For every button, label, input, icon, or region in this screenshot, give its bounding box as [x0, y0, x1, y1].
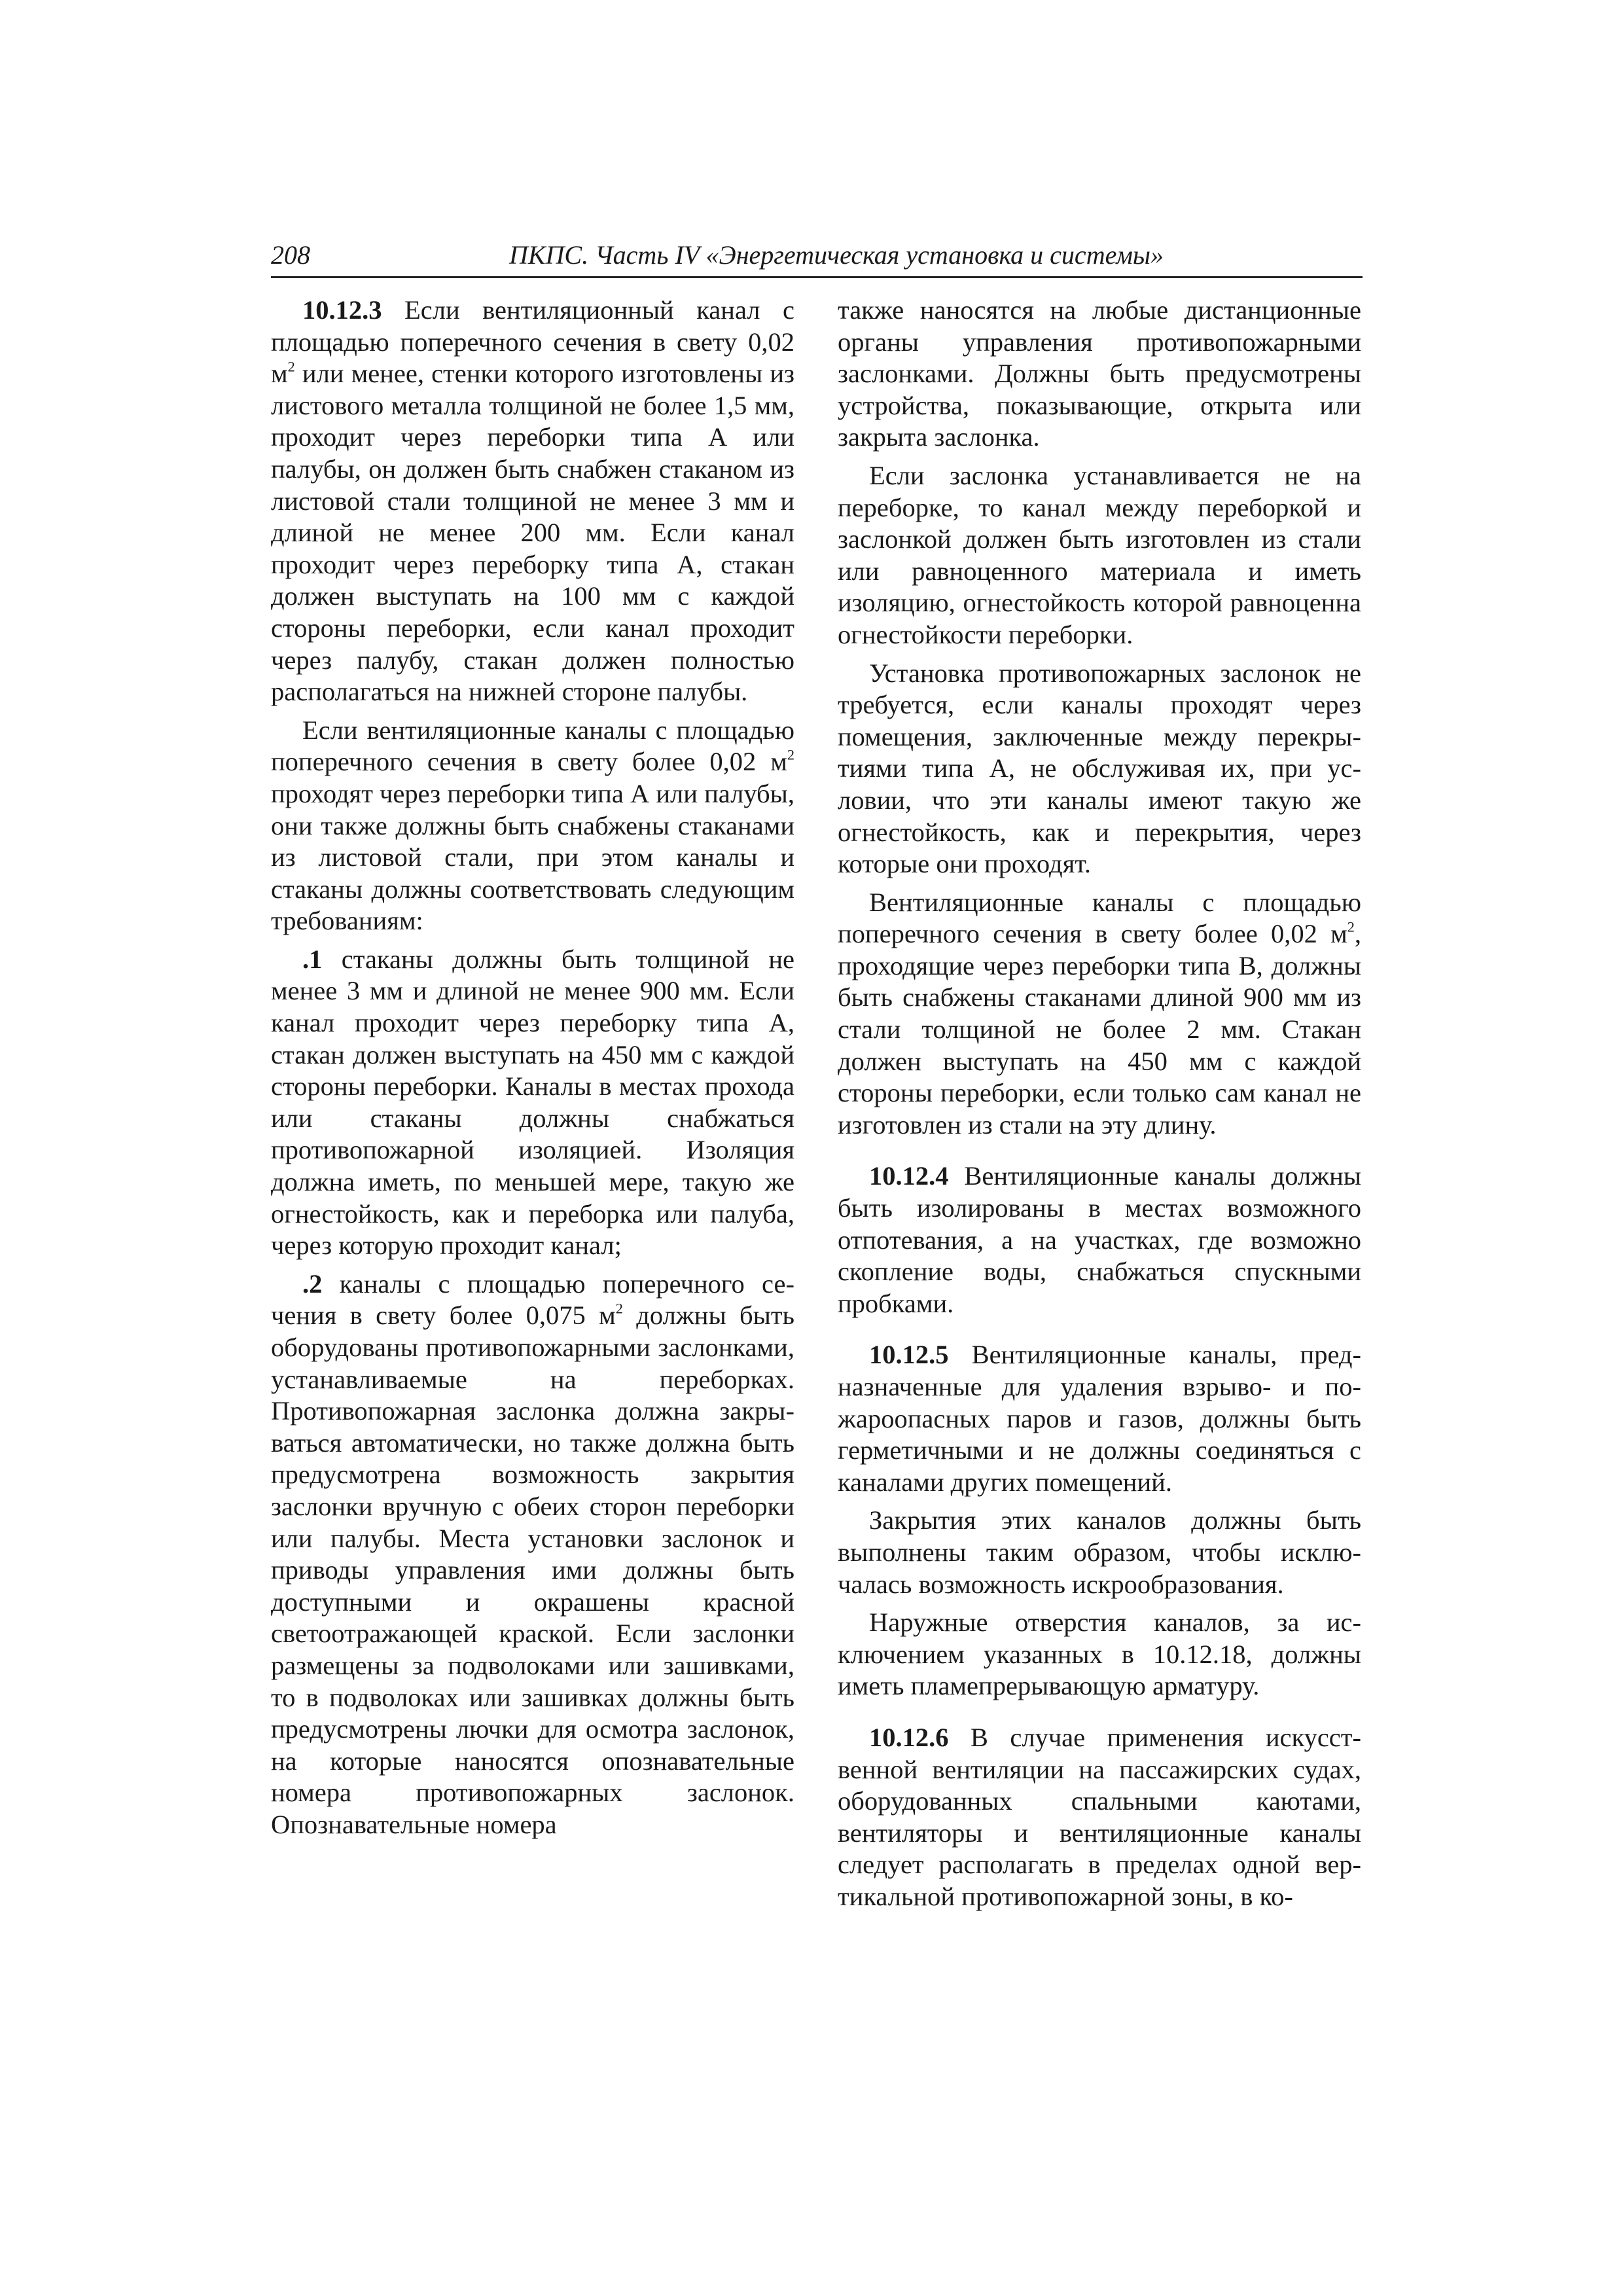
paragraph-text: Вентиляционные каналы должны быть изолированы в местах возможного отпотевания, а на участках, где возможно скопление воды, снабжаться спускными пробками. — [838, 1161, 1361, 1318]
paragraph: Наружные отверстия каналов, за исключением указанных в 10.12.18, должны иметь пламепрерывающую арматуру. — [838, 1607, 1361, 1701]
paragraph-10-12-3 — [271, 295, 794, 708]
paragraph-10-12-4 — [838, 1160, 1361, 1319]
right-column — [838, 295, 1361, 1920]
paragraph-text: или менее, стенки которого изготовлены из листового металла толщиной не более 1,5 мм, проходит через переборки типа А или палубы, он должен быть снабжен стаканом из листовой стали толщиной не менее 3 мм и длиной не менее 200 мм. Если канал проходит через переборку типа А, стакан должен выступать на 100 мм с каждой стороны переборки, если канал проходит через палубу, стакан должен полностью располагаться на нижней стороне палубы. — [271, 359, 794, 707]
section-number: 10.12.3 — [302, 295, 382, 325]
paragraph-10-12-6 — [838, 1722, 1361, 1913]
paragraph-text: В случае применения искусственной вентиляции на пассажирских судах, оборудованных спальными каютами, вентиляторы и вентиляционные каналы следует располагать в пределах одной вертикальной противопожарной зоны, в ко- — [838, 1722, 1361, 1911]
superscript: 2 — [1347, 918, 1355, 935]
list-item-2 — [271, 1268, 794, 1841]
paragraph-text: Вентиляционные каналы с площадью поперечного сечения в свету более 0,02 м — [838, 887, 1361, 949]
section-number: 10.12.4 — [869, 1161, 949, 1191]
paragraph: Установка противопожарных заслонок не требуется, если каналы проходят через помещения, заключенные между перекрытиями типа А, не обслуживая их, при условии, что эти каналы имеют такую же огнестойкость, как и перекрытия, через которые они проходят. — [838, 658, 1361, 879]
superscript: 2 — [615, 1300, 623, 1317]
list-item-1 — [271, 944, 794, 1262]
left-column — [271, 295, 794, 1848]
paragraph — [838, 887, 1361, 1141]
page-header — [271, 237, 1363, 278]
item-number: .1 — [302, 944, 323, 974]
section-number: 10.12.5 — [869, 1340, 949, 1370]
paragraph-10-12-5 — [838, 1339, 1361, 1498]
superscript: 2 — [787, 746, 794, 763]
paragraph-continuation: также наносятся на любые дистанционные органы управления противопожарными заслонками. Должны быть предусмотрены устройства, показывающие, открыта или закрыта заслонка. — [838, 295, 1361, 452]
paragraph-text: , проходящие через переборки типа В, должны быть снабжены стаканами длиной 900 мм из стали толщиной не более 2 мм. Стакан должен выступать на 450 мм с каждой стороны переборки, если только сам канал не изготовлен из стали на эту длину. — [838, 919, 1361, 1139]
item-number: .2 — [302, 1268, 323, 1299]
paragraph-text: Вентиляционные каналы, предназначенные для удаления взрыво- и пожароопасных паров и газов, должны быть герметичными и не должны соединяться с каналами других помещений. — [838, 1340, 1361, 1497]
paragraph-text: стаканы должны быть толщиной не менее 3 мм и длиной не менее 900 мм. Если канал проходит через переборку типа А, стакан должен выступать на 450 мм с каждой стороны переборки. Каналы в местах прохода или стаканы должны снабжаться противопожарной изоляцией. Изоляция должна иметь, по меньшей мере, такую же огнестойкость, как и переборка или палуба, через которую проходит канал; — [271, 944, 794, 1261]
paragraph — [271, 715, 794, 937]
paragraph-text: Если вентиляционные каналы с площадью поперечного сечения в свету более 0,02 м — [271, 715, 794, 777]
paragraph-text: должны быть оборудованы противопожарными заслонками, устанавливаемые на переборках. Противопожарная заслонка должна закрываться автоматически, но также должна быть предусмотрена возможность закрытия заслонки вручную с обеих сторон переборки или палубы. Места установки заслонок и приводы управления ими должны быть доступными и окрашены красной светоотражающей краской. Если заслонки размещены за подволоками или зашивками, то в подволоках или зашивках должны быть предусмотрены лючки для осмотра заслонок, на которые наносятся опознавательные номера противопожарных заслонок. Опознавательные номера — [271, 1300, 794, 1839]
paragraph-text: каналы с площадью поперечного сечения в свету более 0,075 м — [271, 1268, 794, 1331]
paragraph-text: Если вентиляционный канал с площадью поперечного сечения в свету 0,02 м — [271, 295, 794, 389]
page-number: 208 — [271, 240, 310, 270]
paragraph-text: проходят через переборки типа А или палубы, они также должны быть снабжены стаканами из листовой стали, при этом каналы и стаканы должны соответствовать следующим требованиям: — [271, 778, 794, 936]
superscript: 2 — [287, 358, 295, 375]
paragraph: Если заслонка устанавливается не на переборке, то канал между переборкой и заслонкой должен быть изготовлен из стали или равноценного материала и иметь изоляцию, огнестойкость которой равноценна огнестойкости переборки. — [838, 460, 1361, 649]
section-number: 10.12.6 — [869, 1722, 949, 1752]
paragraph: Закрытия этих каналов должны быть выполнены таким образом, чтобы исключалась возможность искрообразования. — [838, 1505, 1361, 1599]
running-title: ПКПС. Часть IV «Энергетическая установка и системы» — [509, 240, 1164, 270]
